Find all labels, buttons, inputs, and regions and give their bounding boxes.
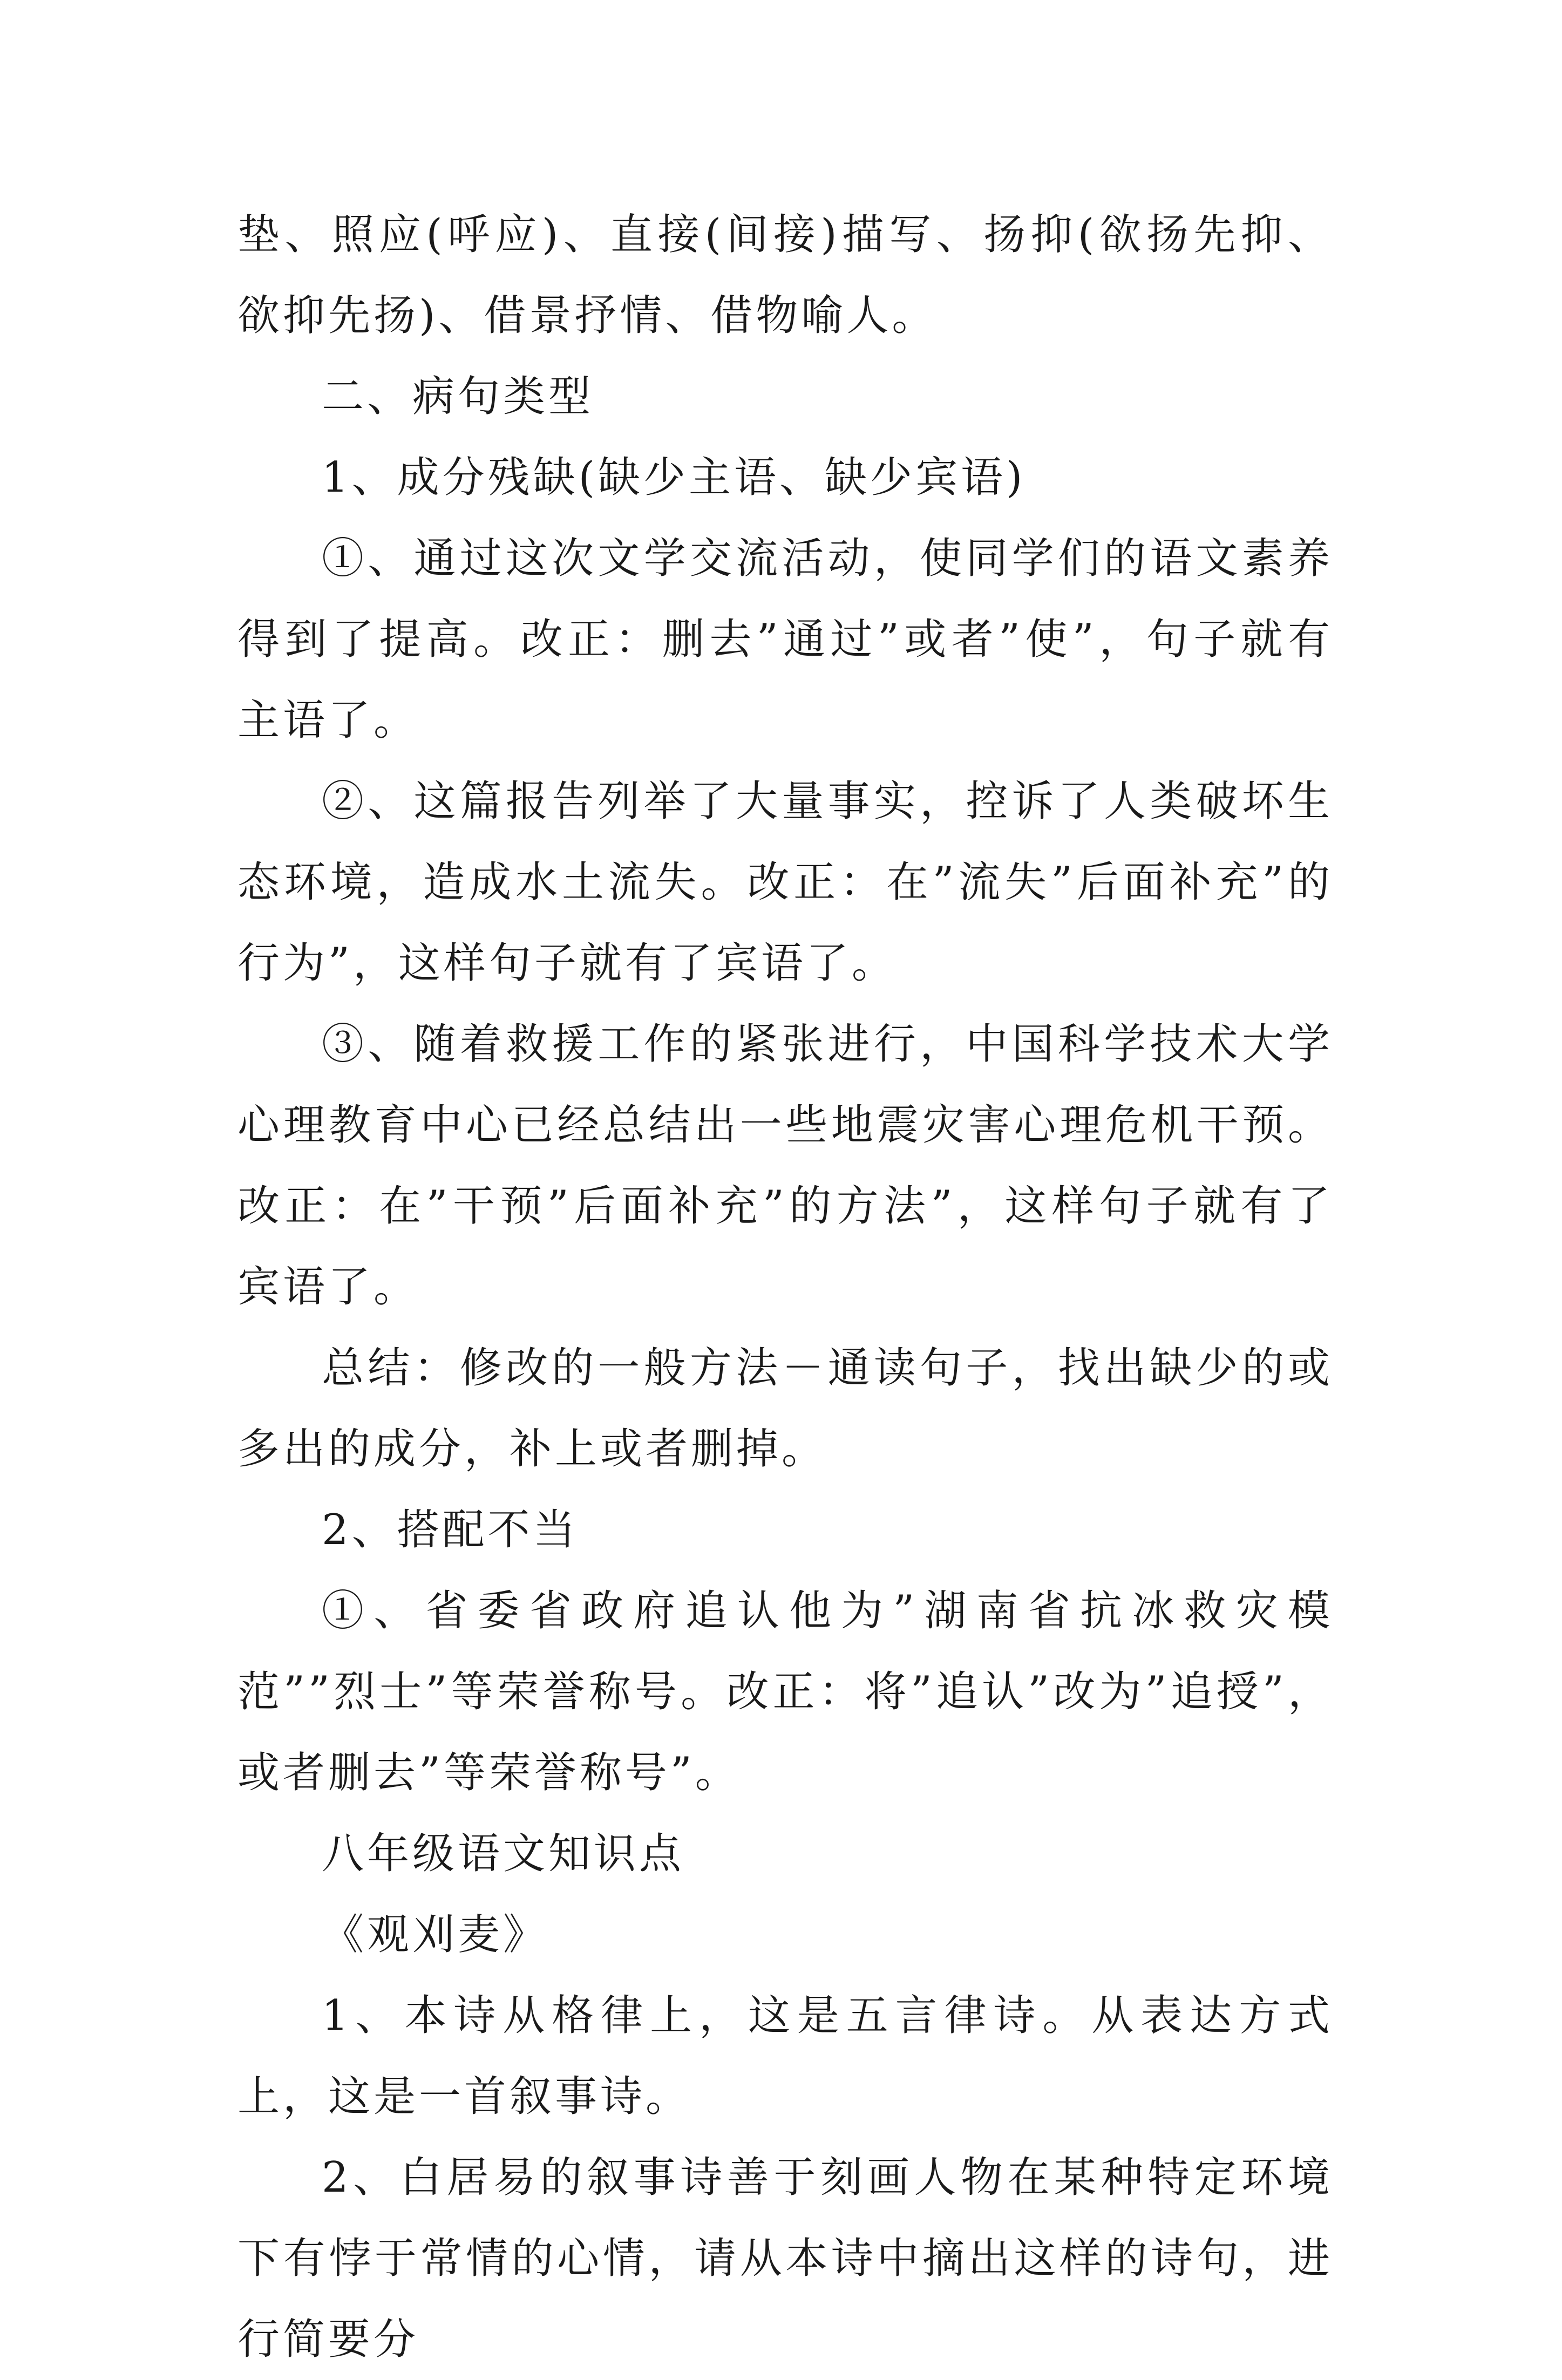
example-improper-collocation: ①、省委省政府追认他为”湖南省抗冰救灾模范””烈士”等荣誉称号。改正：将”追认”改为”追授”，或者删去”等荣誉称号”。 <box>237 1587 1333 1797</box>
subheading-missing-components: 1、成分残缺(缺少主语、缺少宾语) <box>322 453 1026 502</box>
paragraph-rhetoric-techniques: 垫、照应(呼应)、直接(间接)描写、扬抑(欲扬先抑、欲抑先扬)、借景抒情、借物喻人。 <box>237 210 1333 340</box>
example-missing-subject: ①、通过这次文学交流活动，使同学们的语文素养得到了提高。改正：删去”通过”或者”使”，句子就有主语了。 <box>237 534 1333 745</box>
example-missing-object-1: ②、这篇报告列举了大量事实，控诉了人类破坏生态环境，造成水土流失。改正：在”流失”后面补充”的行为”，这样句子就有了宾语了。 <box>237 777 1333 988</box>
poem-point-2: 2、白居易的叙事诗善于刻画人物在某种特定环境下有悖于常情的心情，请从本诗中摘出这样的诗句，进行简要分 <box>237 2153 1333 2364</box>
summary-paragraph: 总结：修改的一般方法－通读句子，找出缺少的或多出的成分，补上或者删掉。 <box>237 1344 1333 1473</box>
heading-sentence-error-types: 二、病句类型 <box>322 372 594 421</box>
example-missing-object-2: ③、随着救援工作的紧张进行，中国科学技术大学心理教育中心已经总结出一些地震灾害心理危机干预。改正：在”干预”后面补充”的方法”，这样句子就有了宾语了。 <box>237 1020 1333 1311</box>
subheading-improper-collocation: 2、搭配不当 <box>322 1506 579 1554</box>
document-body <box>237 194 1333 2380</box>
section-title-grade8: 八年级语文知识点 <box>322 1830 685 1878</box>
poem-title: 《观刈麦》 <box>322 1910 549 1959</box>
poem-point-1: 1、本诗从格律上，这是五言律诗。从表达方式上，这是一首叙事诗。 <box>237 1991 1333 2121</box>
